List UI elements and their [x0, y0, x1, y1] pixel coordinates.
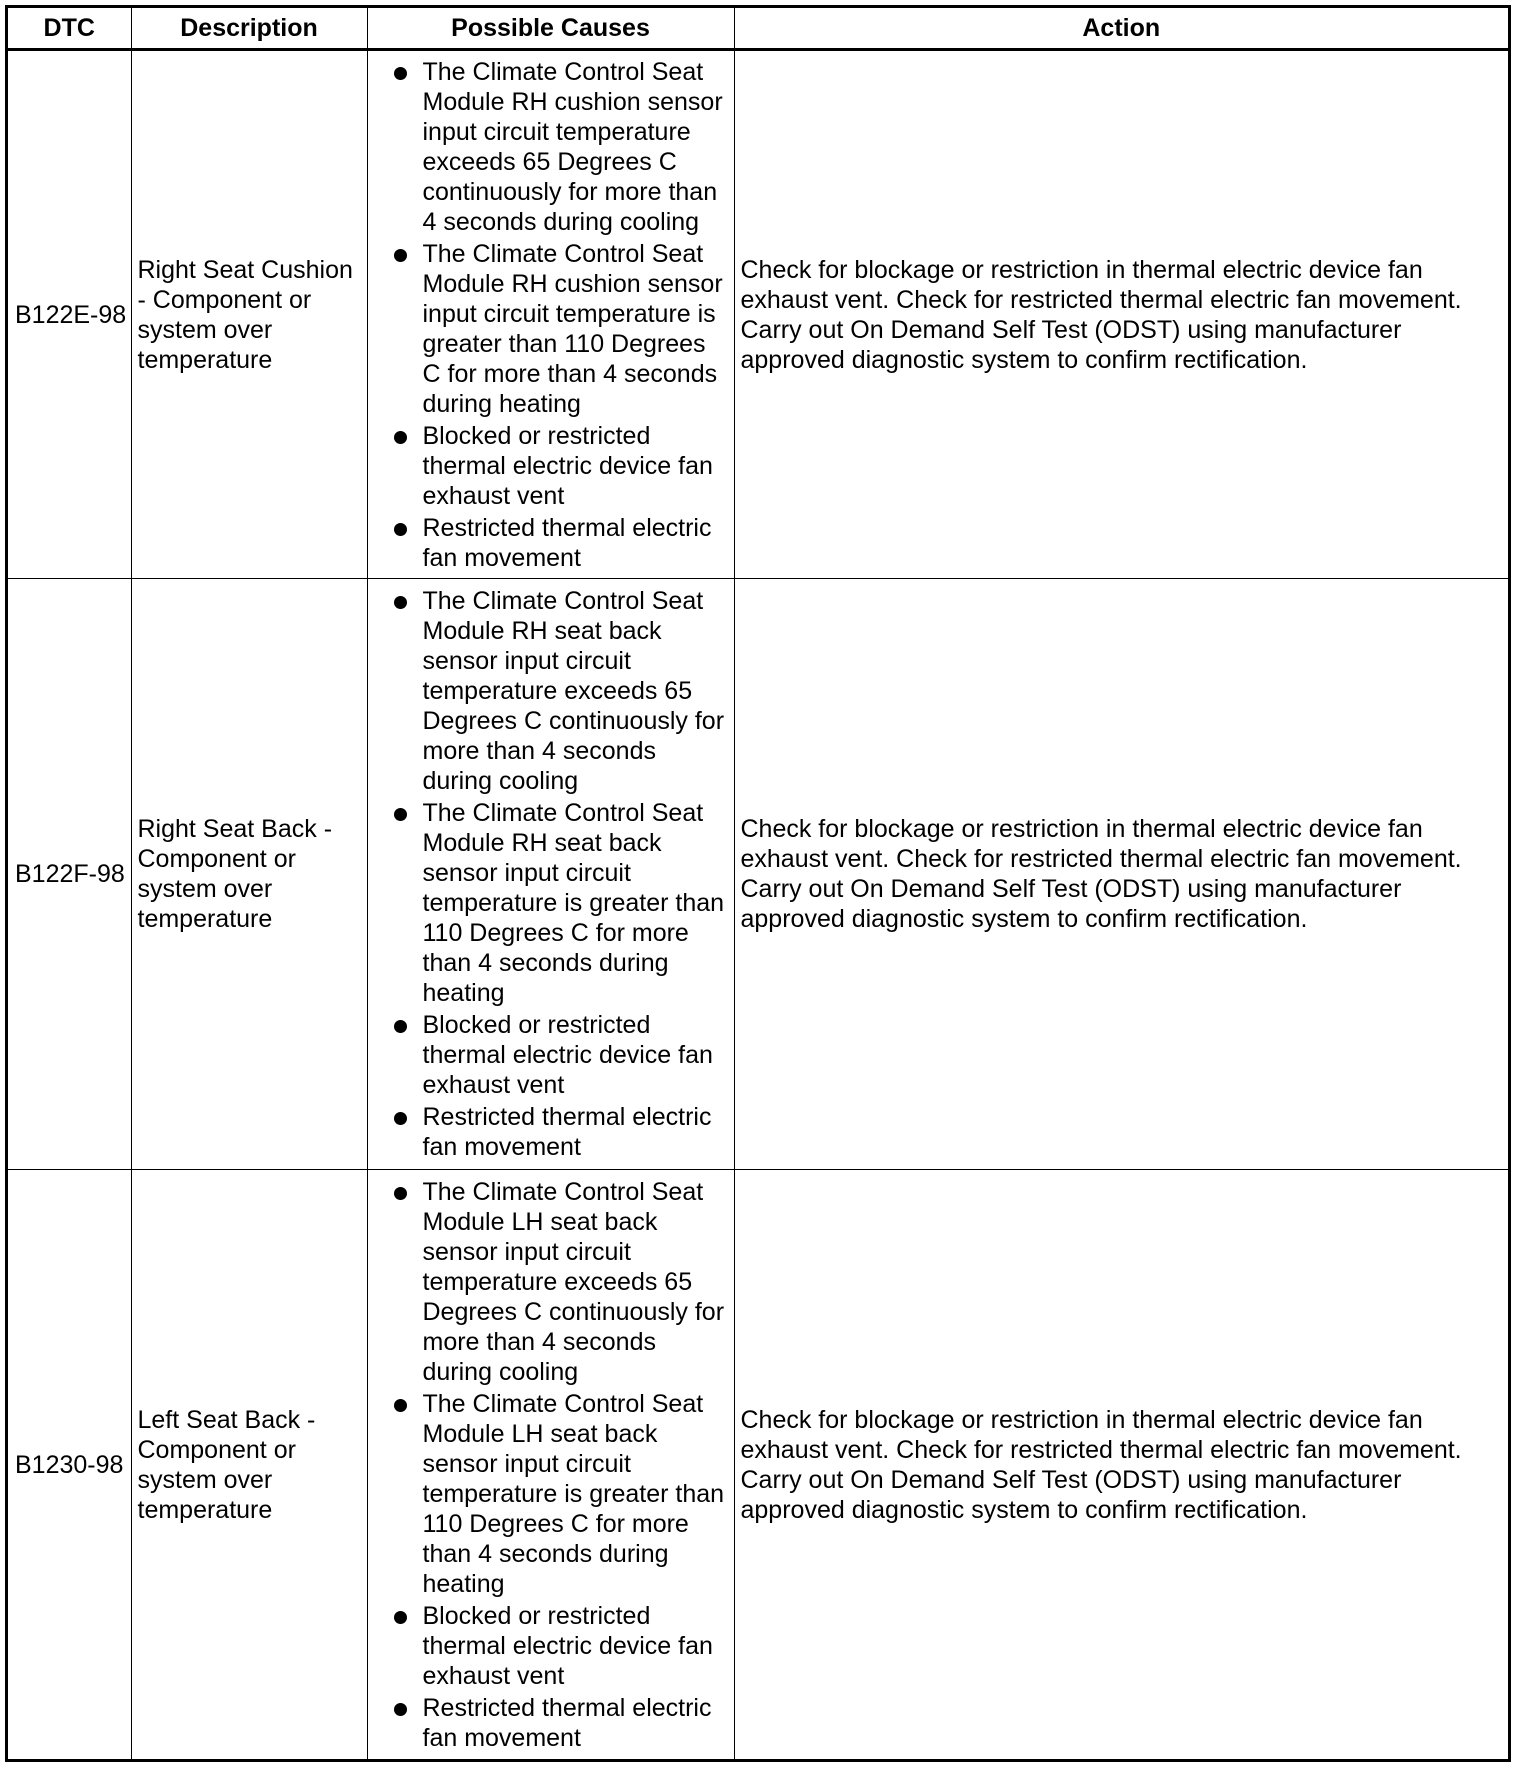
cause-text: Blocked or restricted thermal electric device fan exhaust vent [422, 1601, 713, 1690]
header-possible-causes: Possible Causes [367, 8, 734, 50]
header-dtc: DTC [8, 8, 131, 50]
cause-text: Blocked or restricted thermal electric device fan exhaust vent [422, 1011, 713, 1099]
bullet-icon [394, 431, 407, 444]
possible-causes-list [368, 1177, 728, 1753]
dtc-table [8, 8, 1508, 1760]
bullet-icon [394, 249, 407, 262]
header-row [8, 8, 1508, 50]
dtc-action: Check for blockage or restriction in thermal electric device fan exhaust vent. Check for restricted thermal electric fan movement. Carry out On Demand Self Test (ODST) using manufacturer approved diagnostic system to confirm rectification. [734, 50, 1508, 579]
possible-causes-cell [367, 579, 734, 1170]
cause-text: Restricted thermal electric fan movement [422, 1693, 712, 1752]
bullet-icon [394, 523, 407, 536]
cause-text: The Climate Control Seat Module RH seat back sensor input circuit temperature exceeds 65 Degrees C continuously for more than 4 seconds during cooling [422, 587, 725, 795]
possible-causes-cell [367, 1170, 734, 1760]
cause-item [368, 57, 728, 237]
bullet-icon [394, 1399, 407, 1412]
dtc-code: B1230-98 [8, 1170, 131, 1760]
possible-causes-cell [367, 50, 734, 579]
dtc-code: B122E-98 [8, 50, 131, 579]
cause-item [368, 1010, 728, 1100]
cause-item [368, 798, 728, 1008]
cause-item [368, 1177, 728, 1387]
table-row [8, 1170, 1508, 1760]
dtc-action: Check for blockage or restriction in thermal electric device fan exhaust vent. Check for restricted thermal electric fan movement. Carry out On Demand Self Test (ODST) using manufacturer approved diagnostic system to confirm rectification. [734, 579, 1508, 1170]
cause-item [368, 1389, 728, 1599]
possible-causes-list [368, 586, 728, 1162]
cause-item [368, 586, 728, 796]
cause-item [368, 421, 728, 511]
bullet-icon [394, 1112, 407, 1125]
header-action: Action [734, 8, 1508, 50]
cause-text: The Climate Control Seat Module RH cushion sensor input circuit temperature exceeds 65 Degrees C continuously for more than 4 seconds during cooling [422, 57, 723, 236]
dtc-action: Check for blockage or restriction in thermal electric device fan exhaust vent. Check for restricted thermal electric fan movement. Carry out On Demand Self Test (ODST) using manufacturer approved diagnostic system to confirm rectification. [734, 1170, 1508, 1760]
bullet-icon [394, 596, 407, 609]
cause-item [368, 1693, 728, 1753]
dtc-description: Right Seat Back - Component or system over temperature [131, 579, 367, 1170]
cause-text: The Climate Control Seat Module LH seat back sensor input circuit temperature exceeds 65 Degrees C continuously for more than 4 seconds during cooling [422, 1177, 725, 1386]
dtc-description: Right Seat Cushion - Component or system over temperature [131, 50, 367, 579]
bullet-icon [394, 1611, 407, 1624]
cause-item [368, 1601, 728, 1691]
bullet-icon [394, 1020, 407, 1033]
dtc-code: B122F-98 [8, 579, 131, 1170]
possible-causes-list [368, 57, 728, 573]
bullet-icon [394, 1187, 407, 1200]
cause-text: The Climate Control Seat Module LH seat back sensor input circuit temperature is greater than 110 Degrees C for more than 4 seconds during heating [422, 1389, 725, 1598]
cause-item [368, 239, 728, 419]
table-row [8, 50, 1508, 579]
cause-text: The Climate Control Seat Module RH seat back sensor input circuit temperature is greater than 110 Degrees C for more than 4 seconds during heating [422, 799, 725, 1007]
cause-text: Blocked or restricted thermal electric device fan exhaust vent [422, 421, 713, 510]
cause-item [368, 513, 728, 573]
cause-text: The Climate Control Seat Module RH cushion sensor input circuit temperature is greater than 110 Degrees C for more than 4 seconds during heating [422, 239, 723, 418]
cause-text: Restricted thermal electric fan movement [422, 513, 712, 572]
bullet-icon [394, 808, 407, 821]
bullet-icon [394, 67, 407, 80]
dtc-table-frame [5, 5, 1511, 1762]
header-description: Description [131, 8, 367, 50]
dtc-description: Left Seat Back - Component or system over temperature [131, 1170, 367, 1760]
cause-text: Restricted thermal electric fan movement [422, 1103, 712, 1161]
bullet-icon [394, 1703, 407, 1716]
cause-item [368, 1102, 728, 1162]
table-row [8, 579, 1508, 1170]
